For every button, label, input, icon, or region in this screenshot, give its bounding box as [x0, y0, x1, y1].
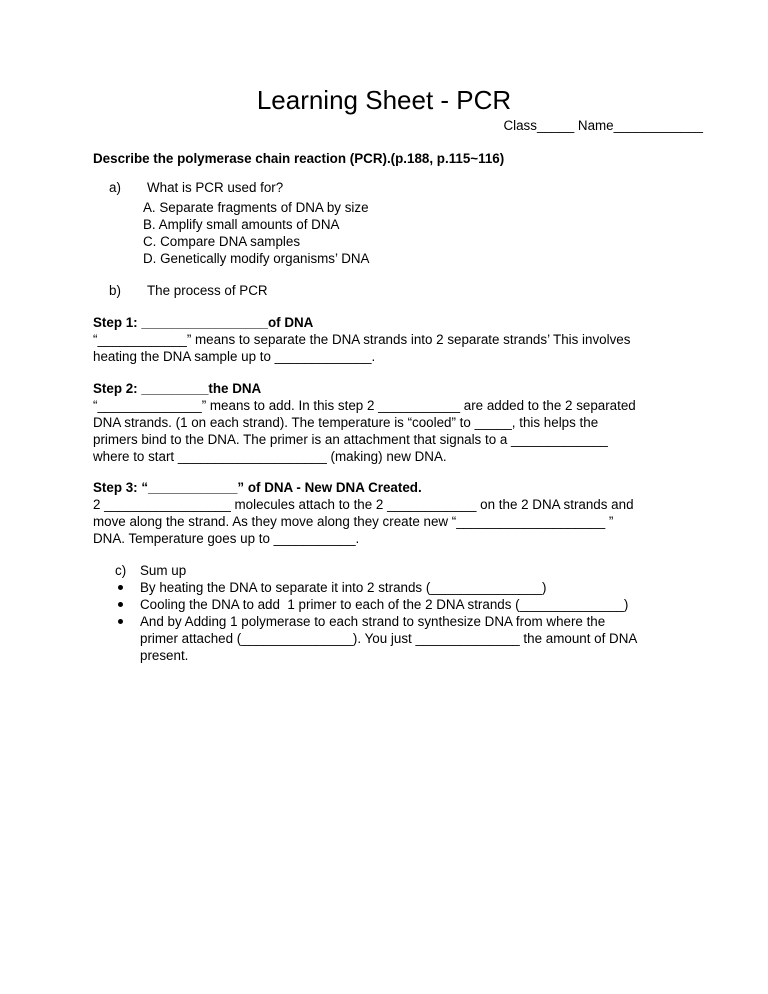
step1-line: “____________” means to separate the DNA strands into 2 separate strands’ This involves [93, 332, 631, 347]
option-c: C. Compare DNA samples [143, 234, 301, 249]
step3-line: DNA. Temperature goes up to ___________. [93, 531, 360, 546]
step2-line: where to start ____________________ (making) new DNA. [93, 449, 447, 464]
part-a-label: a) [109, 180, 121, 195]
option-a: A. Separate fragments of DNA by size [143, 200, 369, 215]
class-name-line: Class_____ Name____________ [503, 118, 703, 133]
bullet-icon [118, 585, 123, 590]
part-c-label: c) [115, 563, 127, 578]
sum-up-bullet: And by Adding 1 polymerase to each strand to synthesize DNA from where the [140, 614, 606, 629]
bullet-icon [118, 619, 123, 624]
step1-line: heating the DNA sample up to _____________. [93, 349, 376, 364]
option-b: B. Amplify small amounts of DNA [143, 217, 340, 232]
step3-line: 2 _________________ molecules attach to the 2 ____________ on the 2 DNA strands and [93, 497, 634, 512]
part-c-text: Sum up [140, 563, 187, 578]
step1-heading: Step 1: _________________of DNA [93, 315, 314, 330]
sum-up-bullet: By heating the DNA to separate it into 2 strands (_______________) [140, 580, 547, 595]
part-a-question: What is PCR used for? [147, 180, 284, 195]
step2-heading: Step 2: _________the DNA [93, 381, 262, 396]
sum-up-bullet-cont: present. [140, 648, 189, 663]
sum-up-bullet: Cooling the DNA to add 1 primer to each of the 2 DNA strands (______________) [140, 597, 629, 612]
part-b-label: b) [109, 283, 121, 298]
part-b-text: The process of PCR [147, 283, 268, 298]
option-d: D. Genetically modify organisms’ DNA [143, 251, 370, 266]
step2-line: “______________” means to add. In this step 2 ___________ are added to the 2 separated [93, 398, 636, 413]
page-title: Learning Sheet - PCR [256, 85, 512, 115]
bullet-icon [118, 602, 123, 607]
step2-line: primers bind to the DNA. The primer is an attachment that signals to a _____________ [93, 432, 608, 447]
step3-line: move along the strand. As they move along they create new “____________________ ” [93, 514, 614, 529]
step3-heading: Step 3: “____________” of DNA - New DNA Created. [93, 480, 422, 495]
sum-up-bullet-cont: primer attached (_______________). You just ______________ the amount of DNA [140, 631, 638, 646]
step2-line: DNA strands. (1 on each strand). The temperature is “cooled” to _____, this helps the [93, 415, 599, 430]
section-heading: Describe the polymerase chain reaction (PCR).(p.188, p.115~116) [93, 151, 505, 166]
